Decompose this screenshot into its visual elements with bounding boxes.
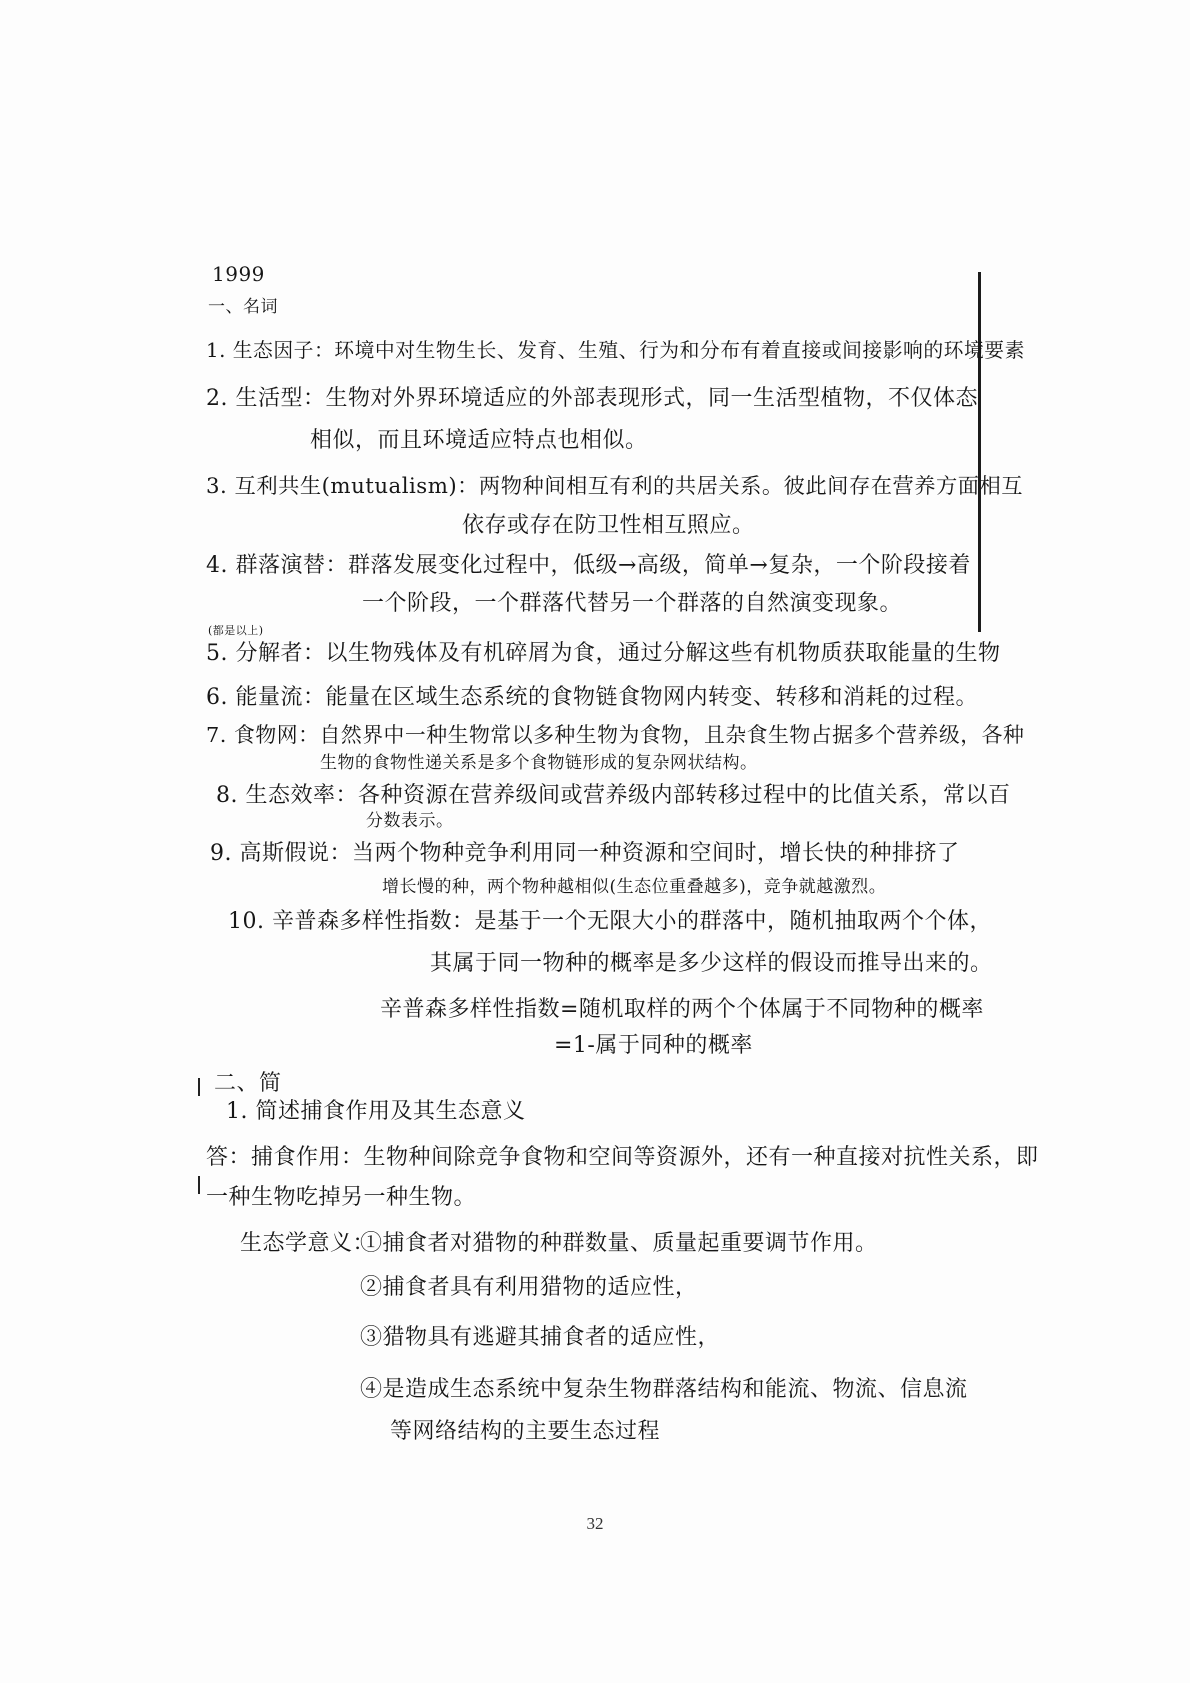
section-heading-short-answer: 二、简	[214, 1071, 282, 1096]
term-4-line2: 一个阶段，一个群落代替另一个群落的自然演变现象。	[362, 591, 903, 616]
term-8-line2: 分数表示。	[366, 811, 454, 831]
significance-label: 生态学意义：	[240, 1231, 376, 1256]
term-9-line1: 9. 高斯假说：当两个物种竞争利用同一种资源和空间时，增长快的种排挤了	[210, 841, 960, 866]
answer-line-1: 答：捕食作用：生物种间除竞争食物和空间等资源外，还有一种直接对抗性关系，即	[206, 1145, 1039, 1170]
term-3-line1: 3. 互利共生(mutualism)：两物种间相互有利的共居关系。彼此间存在营养方面相互	[206, 474, 1024, 499]
margin-tick-mark	[198, 1176, 200, 1194]
term-10-line1: 10. 辛普森多样性指数：是基于一个无限大小的群落中，随机抽取两个个体，	[228, 909, 992, 934]
term-10-formula-result: =1-属于同种的概率	[554, 1033, 753, 1058]
year-heading: 1999	[212, 262, 265, 286]
significance-point-3: ③猎物具有逃避其捕食者的适应性，	[360, 1325, 721, 1350]
question-1: 1. 简述捕食作用及其生态意义	[226, 1099, 526, 1124]
term-10-formula: 辛普森多样性指数=随机取样的两个个体属于不同物种的概率	[380, 997, 984, 1022]
term-7-line1: 7. 食物网：自然界中一种生物常以多种生物为食物，且杂食生物占据多个营养级，各种	[206, 723, 1025, 747]
significance-point-2: ②捕食者具有利用猎物的适应性，	[360, 1275, 698, 1300]
significance-point-1: ①捕食者对猎物的种群数量、质量起重要调节作用。	[360, 1231, 878, 1256]
margin-tick-mark	[198, 1078, 200, 1096]
answer-line-2: 一种生物吃掉另一种生物。	[206, 1185, 477, 1210]
term-5-note: (都是以上)	[208, 624, 264, 637]
term-7-line2: 生物的食物性递关系是多个食物链形成的复杂网状结构。	[320, 753, 758, 773]
significance-point-4-cont: 等网络结构的主要生态过程	[390, 1419, 661, 1444]
margin-vertical-rule	[978, 272, 981, 632]
term-1: 1. 生态因子：环境中对生物生长、发育、生殖、行为和分布有着直接或间接影响的环境要素	[206, 339, 1025, 362]
term-3-line2: 依存或存在防卫性相互照应。	[462, 513, 755, 538]
term-10-line2: 其属于同一物种的概率是多少这样的假设而推导出来的。	[430, 951, 993, 976]
term-4-line1: 4. 群落演替：群落发展变化过程中，低级→高级，简单→复杂，一个阶段接着	[206, 553, 971, 578]
section-heading-terms: 一、名词	[208, 297, 278, 317]
term-2-line1: 2. 生活型：生物对外界环境适应的外部表现形式，同一生活型植物，不仅体态	[206, 386, 978, 411]
page-number: 32	[586, 1514, 604, 1533]
term-9-line2: 增长慢的种，两个物种越相似(生态位重叠越多)，竞争就越激烈。	[382, 877, 887, 897]
term-8-line1: 8. 生态效率：各种资源在营养级间或营养级内部转移过程中的比值关系，常以百	[216, 783, 1011, 808]
term-5: 5. 分解者：以生物残体及有机碎屑为食，通过分解这些有机物质获取能量的生物	[206, 641, 1001, 666]
significance-point-4: ④是造成生态系统中复杂生物群落结构和能流、物流、信息流	[360, 1377, 968, 1402]
term-6: 6. 能量流：能量在区域生态系统的食物链食物网内转变、转移和消耗的过程。	[206, 685, 978, 710]
term-2-line2: 相似，而且环境适应特点也相似。	[310, 428, 648, 453]
